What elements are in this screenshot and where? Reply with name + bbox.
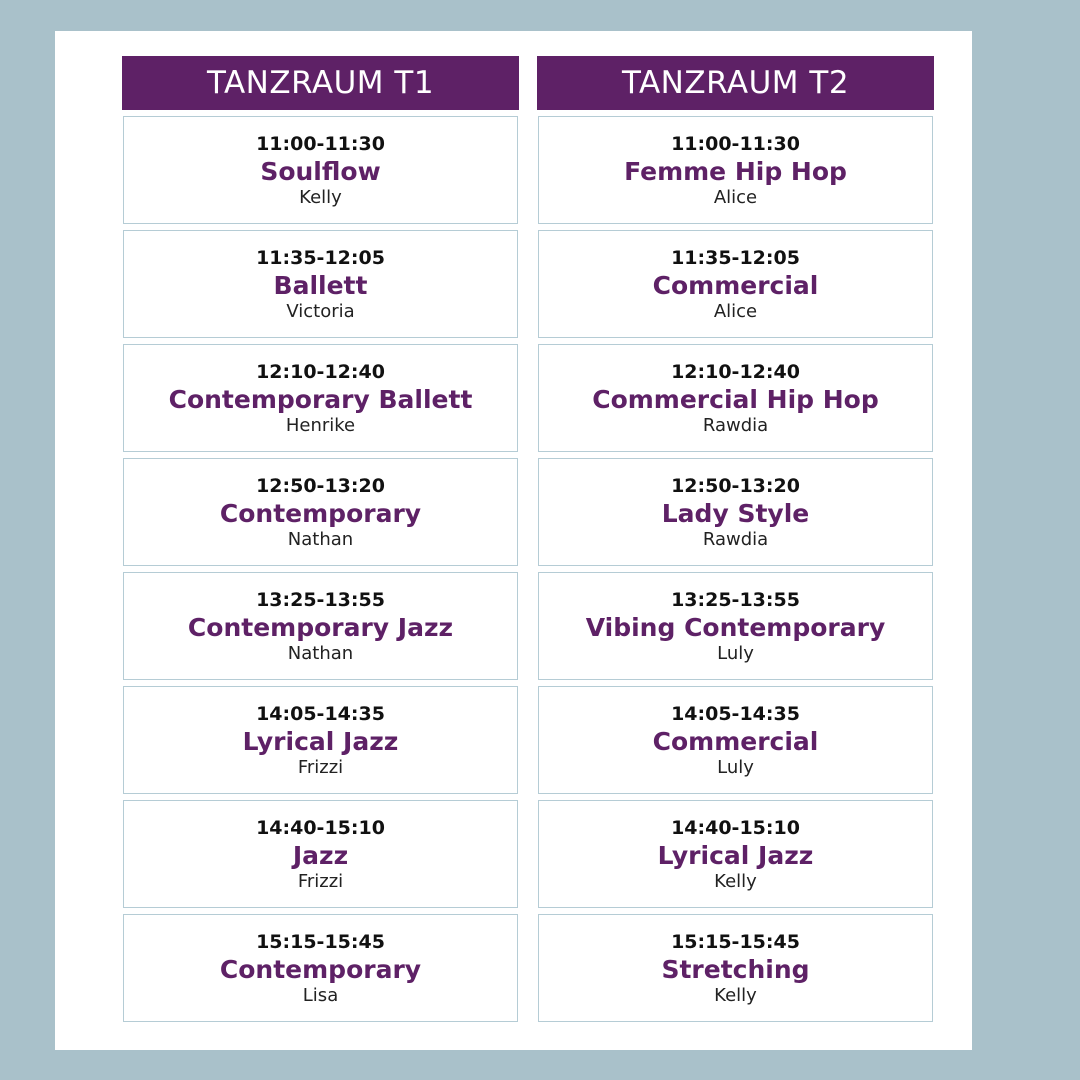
slot-class-name: Soulflow bbox=[260, 156, 381, 186]
slot-class-name: Lady Style bbox=[661, 498, 810, 528]
slot-class-name: Commercial Hip Hop bbox=[592, 384, 879, 414]
slot-time: 11:35-12:05 bbox=[256, 246, 385, 269]
slot-class-name: Contemporary Ballett bbox=[168, 384, 473, 414]
room-header: TANZRAUM T2 bbox=[537, 56, 934, 110]
slot-time: 14:05-14:35 bbox=[256, 702, 385, 725]
slot-instructor: Kelly bbox=[299, 186, 342, 208]
class-slot bbox=[538, 458, 933, 566]
slot-time: 12:10-12:40 bbox=[256, 360, 385, 383]
slot-instructor: Nathan bbox=[287, 642, 354, 664]
class-slot bbox=[123, 800, 518, 908]
slot-instructor: Kelly bbox=[714, 870, 757, 892]
slot-time: 12:50-13:20 bbox=[671, 474, 800, 497]
class-slot bbox=[123, 116, 518, 224]
class-slot bbox=[123, 686, 518, 794]
class-slot bbox=[123, 458, 518, 566]
slot-instructor: Frizzi bbox=[297, 870, 344, 892]
class-slot bbox=[123, 914, 518, 1022]
class-slot bbox=[538, 914, 933, 1022]
slot-list bbox=[122, 116, 519, 1022]
slot-instructor: Luly bbox=[717, 756, 754, 778]
class-slot bbox=[123, 572, 518, 680]
slot-time: 11:00-11:30 bbox=[256, 132, 385, 155]
class-slot bbox=[538, 230, 933, 338]
slot-class-name: Ballett bbox=[273, 270, 368, 300]
slot-instructor: Frizzi bbox=[297, 756, 344, 778]
slot-instructor: Victoria bbox=[286, 300, 355, 322]
room-header: TANZRAUM T1 bbox=[122, 56, 519, 110]
slot-class-name: Stretching bbox=[661, 954, 810, 984]
slot-time: 11:35-12:05 bbox=[671, 246, 800, 269]
slot-instructor: Lisa bbox=[302, 984, 339, 1006]
slot-class-name: Commercial bbox=[652, 726, 819, 756]
slot-time: 13:25-13:55 bbox=[671, 588, 800, 611]
slot-instructor: Rawdia bbox=[702, 414, 769, 436]
slot-instructor: Alice bbox=[713, 300, 758, 322]
slot-class-name: Contemporary Jazz bbox=[187, 612, 454, 642]
slot-class-name: Lyrical Jazz bbox=[242, 726, 399, 756]
class-slot bbox=[123, 230, 518, 338]
slot-class-name: Lyrical Jazz bbox=[657, 840, 814, 870]
slot-instructor: Henrike bbox=[285, 414, 356, 436]
slot-instructor: Nathan bbox=[287, 528, 354, 550]
slot-time: 12:10-12:40 bbox=[671, 360, 800, 383]
slot-time: 11:00-11:30 bbox=[671, 132, 800, 155]
class-slot bbox=[538, 344, 933, 452]
class-slot bbox=[538, 686, 933, 794]
slot-instructor: Rawdia bbox=[702, 528, 769, 550]
slot-instructor: Luly bbox=[717, 642, 754, 664]
class-slot bbox=[538, 800, 933, 908]
slot-time: 13:25-13:55 bbox=[256, 588, 385, 611]
slot-class-name: Vibing Contemporary bbox=[585, 612, 886, 642]
slot-instructor: Alice bbox=[713, 186, 758, 208]
slot-instructor: Kelly bbox=[714, 984, 757, 1006]
slot-class-name: Contemporary bbox=[219, 498, 422, 528]
slot-class-name: Jazz bbox=[292, 840, 349, 870]
schedule-sheet bbox=[55, 31, 972, 1050]
room-column-t1 bbox=[122, 56, 519, 1028]
class-slot bbox=[538, 116, 933, 224]
room-column-t2 bbox=[537, 56, 934, 1028]
slot-time: 14:40-15:10 bbox=[671, 816, 800, 839]
slot-time: 15:15-15:45 bbox=[671, 930, 800, 953]
slot-class-name: Femme Hip Hop bbox=[624, 156, 847, 186]
slot-time: 15:15-15:45 bbox=[256, 930, 385, 953]
slot-list bbox=[537, 116, 934, 1022]
slot-class-name: Commercial bbox=[652, 270, 819, 300]
slot-time: 14:40-15:10 bbox=[256, 816, 385, 839]
class-slot bbox=[123, 344, 518, 452]
slot-time: 12:50-13:20 bbox=[256, 474, 385, 497]
slot-time: 14:05-14:35 bbox=[671, 702, 800, 725]
class-slot bbox=[538, 572, 933, 680]
slot-class-name: Contemporary bbox=[219, 954, 422, 984]
